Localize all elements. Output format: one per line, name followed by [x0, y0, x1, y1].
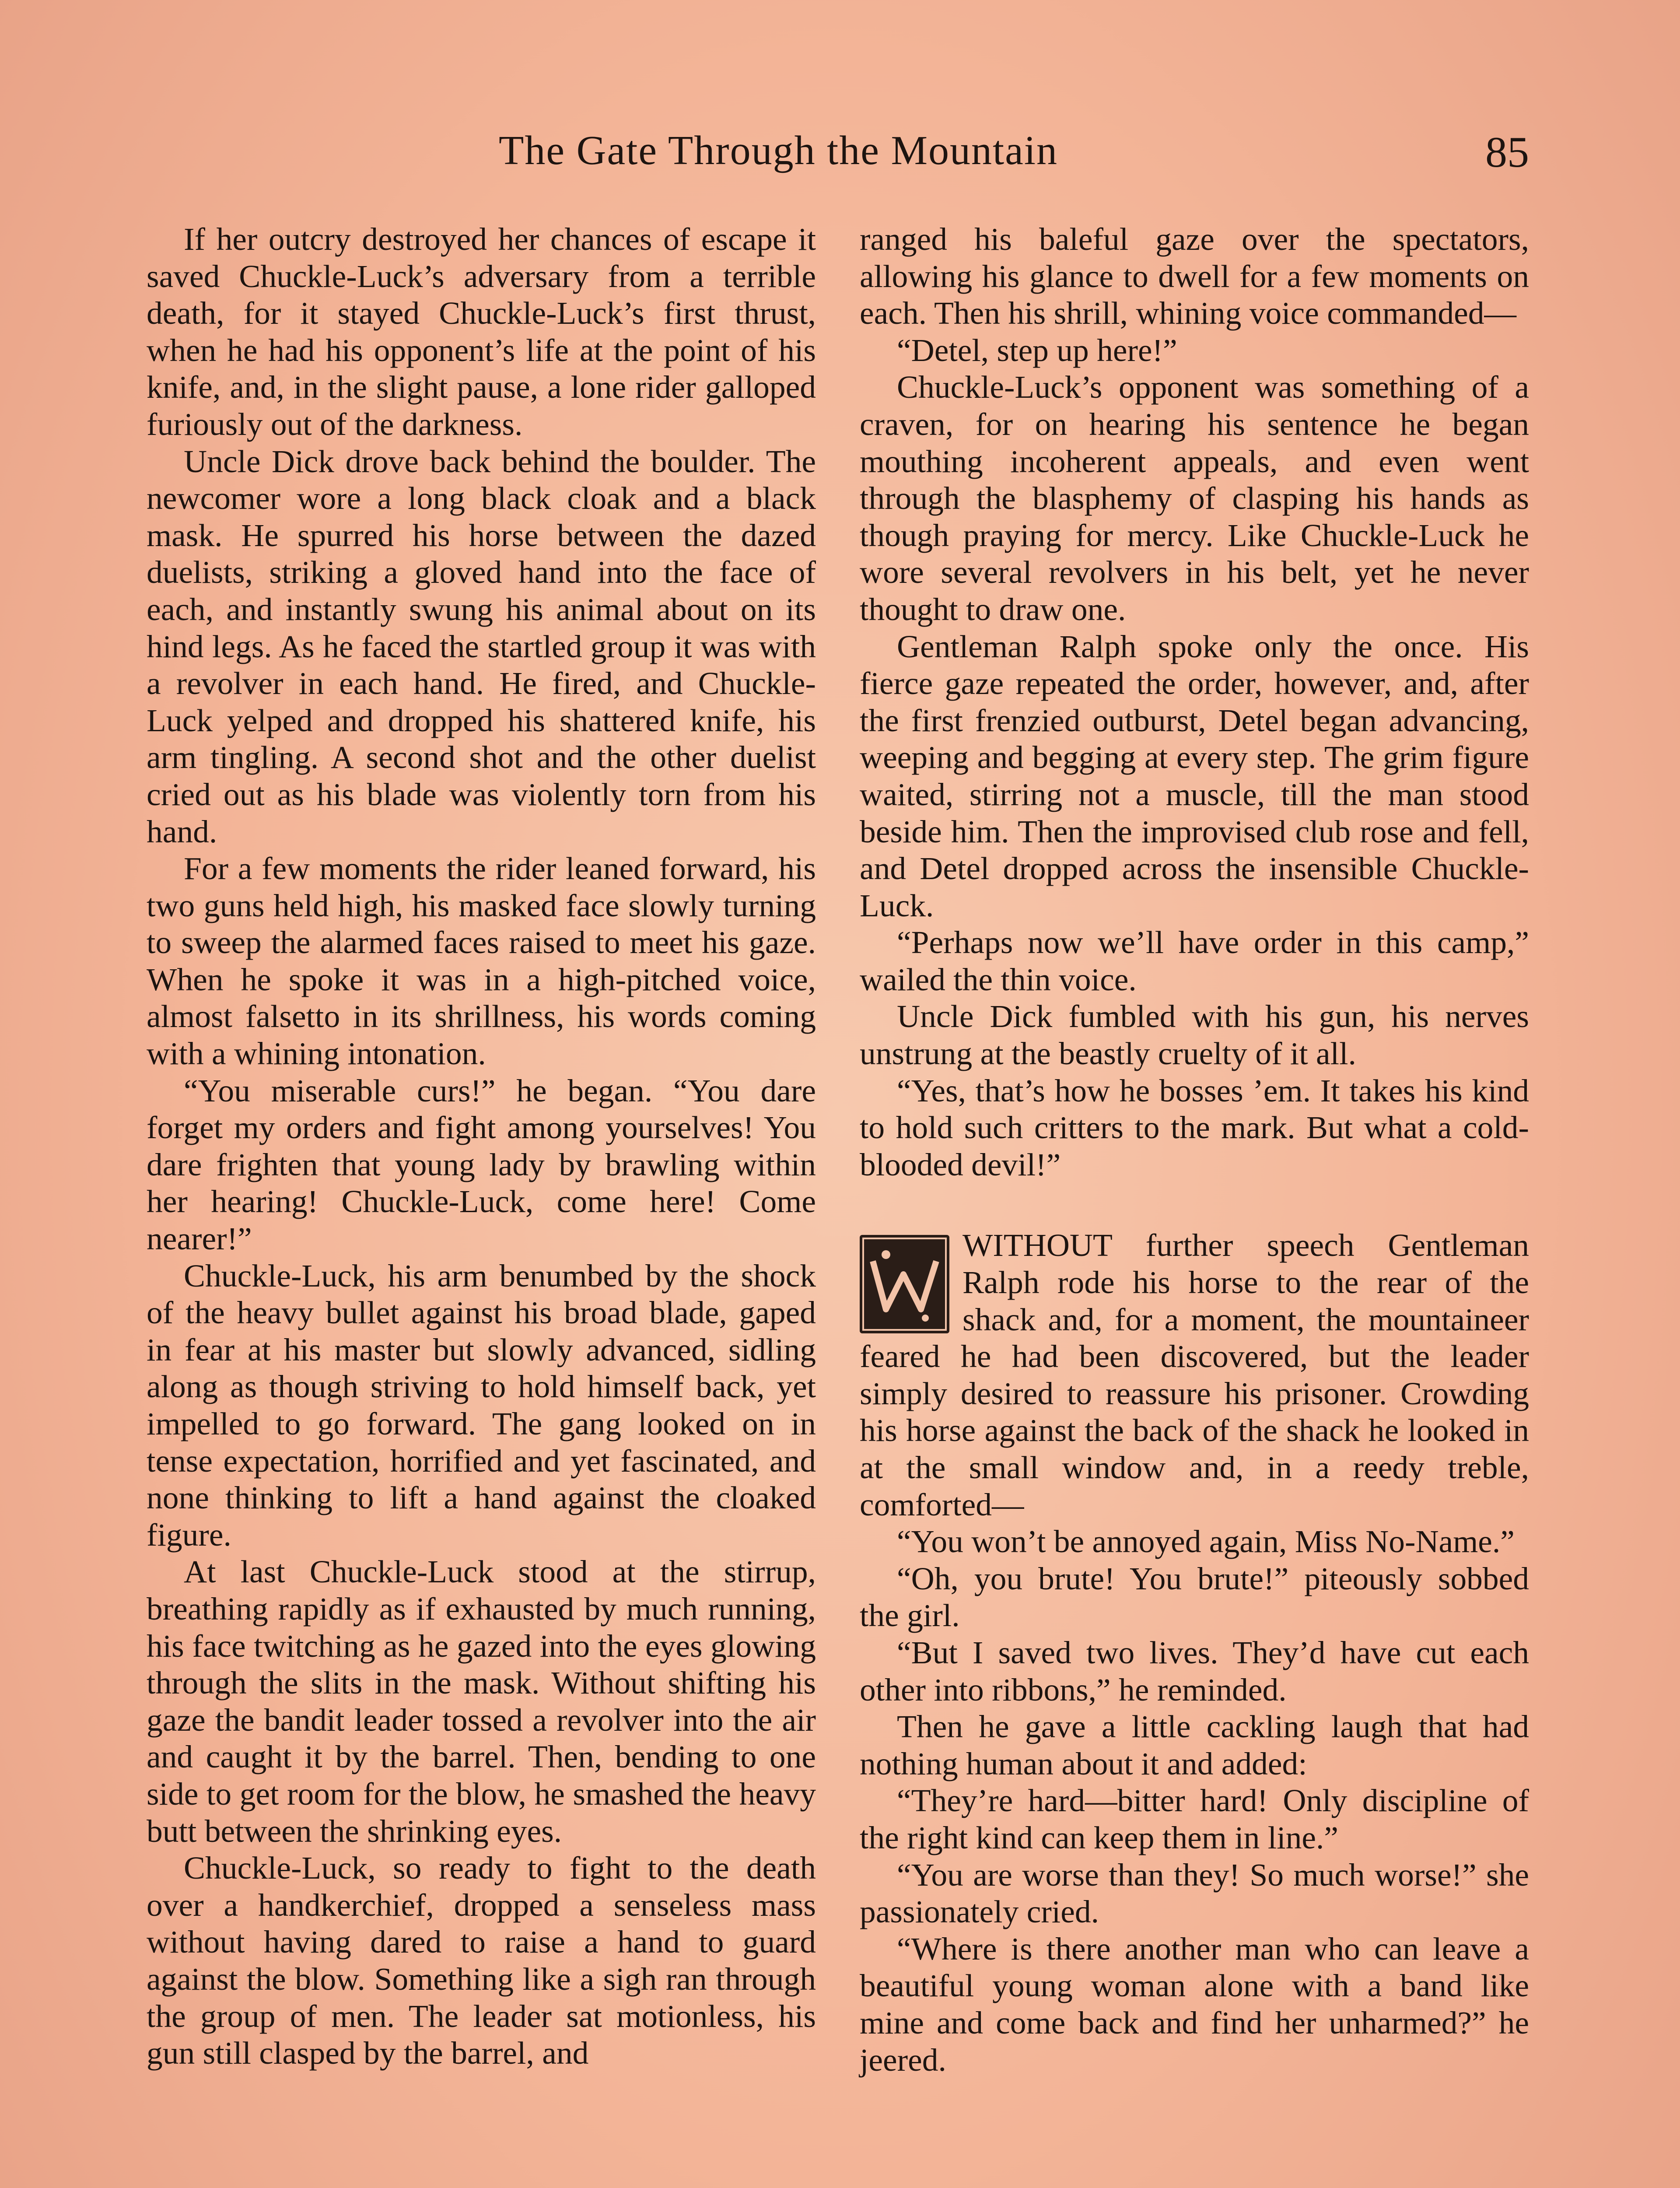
paragraph: “You are worse than they! So much worse!” she passionately cried.: [860, 1857, 1529, 1930]
paragraph: “Oh, you brute! You brute!” piteously sobbed the girl.: [860, 1560, 1529, 1634]
right-column-bottom-text: [860, 1523, 1529, 2079]
paragraph: Uncle Dick drove back behind the boulder. The newcomer wore a long black cloak and a black mask. He spurred his horse between the dazed duelists, striking a gloved hand into the face of each, and instantly swung his animal about on its hind legs. As he faced the startled group it was with a revolver in each hand. He fired, and Chuckle-Luck yelped and dropped his shattered knife, his arm tingling. A second shot and the other duelist cried out as his blade was violently torn from his hand.: [147, 443, 816, 849]
paragraph: ranged his baleful gaze over the spectators, allowing his glance to dwell for a few moments on each. Then his shrill, whining voice commanded—: [860, 221, 1529, 331]
paragraph: Uncle Dick fumbled with his gun, his nerves unstrung at the beastly cruelty of it all.: [860, 999, 1529, 1072]
page-number: 85: [1485, 128, 1529, 176]
running-head: [0, 127, 1680, 184]
section-opening: [860, 1227, 1529, 1523]
paragraph: “You won’t be annoyed again, Miss No-Name.”: [897, 1524, 1515, 1560]
paragraph: Gentleman Ralph spoke only the once. His fierce gaze repeated the order, however, and, after the first frenzied outburst, Detel began advancing, weeping and begging at every step. The grim figure waited, stirring not a muscle, till the man stood beside him. Then the improvised club rose and fell, and Detel dropped across the insensible Chuckle-Luck.: [860, 628, 1529, 923]
paragraph: “Perhaps now we’ll have order in this camp,” wailed the thin voice.: [860, 925, 1529, 997]
paragraph: “Where is there another man who can leave a beautiful young woman alone with a band like mine and come back and find her unharmed?” he jeered.: [860, 1931, 1529, 2078]
section-break: [860, 1183, 1529, 1227]
decorative-dropcap-icon: [860, 1235, 949, 1333]
left-column: [147, 221, 816, 2072]
paragraph: “But I saved two lives. They’d have cut each other into ribbons,” he reminded.: [860, 1634, 1529, 1708]
paragraph: “They’re hard—bitter hard! Only discipline of the right kind can keep them in line.”: [860, 1783, 1529, 1855]
right-column-top-text: [860, 221, 1529, 1183]
section-first-paragraph: WITHOUT further speech Gentleman Ralph rode his horse to the rear of the shack and, for a moment, the mountaineer feared he had been discovered, but the leader simply desired to reassure his prisoner. Crowding his horse against the back of the shack he looked in at the small window and, in a reedy treble, comforted—: [860, 1227, 1529, 1522]
paragraph: “You miserable curs!” he began. “You dare forget my orders and fight among yourselves! You dare frighten that young lady by brawling within her hearing! Chuckle-Luck, come here! Come nearer!”: [147, 1073, 816, 1257]
right-column: [860, 221, 1529, 2079]
paragraph: Chuckle-Luck, so ready to fight to the death over a handkerchief, dropped a senseless mass without having dared to raise a hand to guard against the blow. Something like a sigh ran through the group of men. The leader sat motionless, his gun still clasped by the barrel, and: [147, 1850, 816, 2071]
paragraph: Chuckle-Luck’s opponent was something of a craven, for on hearing his sentence he began mouthing incoherent appeals, and even went through the blasphemy of clasping his hands as though praying for mercy. Like Chuckle-Luck he wore several revolvers in his belt, yet he never thought to draw one.: [860, 369, 1529, 627]
paragraph: At last Chuckle-Luck stood at the stirrup, breathing rapidly as if exhausted by much running, his face twitching as he gazed into the eyes glowing through the slits in the mask. Without shifting his gaze the bandit leader tossed a revolver into the air and caught it by the barrel. Then, bending to one side to get room for the blow, he smashed the heavy butt between the shrinking eyes.: [147, 1554, 816, 1849]
paragraph: “Yes, that’s how he bosses ’em. It takes his kind to hold such critters to the mark. But what a cold-blooded devil!”: [860, 1073, 1529, 1182]
running-head-title: The Gate Through the Mountain: [499, 128, 1058, 173]
paragraph: “Detel, step up here!”: [897, 332, 1177, 368]
paragraph: For a few moments the rider leaned forward, his two guns held high, his masked face slowly turning to sweep the alarmed faces raised to meet his gaze. When he spoke it was in a high-pitched voice, almost falsetto in its shrillness, his words coming with a whining intonation.: [147, 851, 816, 1072]
paragraph: If her outcry destroyed her chances of escape it saved Chuckle-Luck’s adversary from a terrible death, for it stayed Chuckle-Luck’s first thrust, when he had his opponent’s life at the point of his knife, and, in the slight pause, a lone rider galloped furiously out of the darkness.: [147, 221, 816, 442]
paragraph: Then he gave a little cackling laugh that had nothing human about it and added:: [860, 1709, 1529, 1781]
paragraph: Chuckle-Luck, his arm benumbed by the shock of the heavy bullet against his broad blade, gaped in fear at his master but slowly advanced, sidling along as though striving to hold himself back, yet impelled to go forward. The gang looked on in tense expectation, horrified and yet fascinated, and none thinking to lift a hand against the cloaked figure.: [147, 1258, 816, 1553]
